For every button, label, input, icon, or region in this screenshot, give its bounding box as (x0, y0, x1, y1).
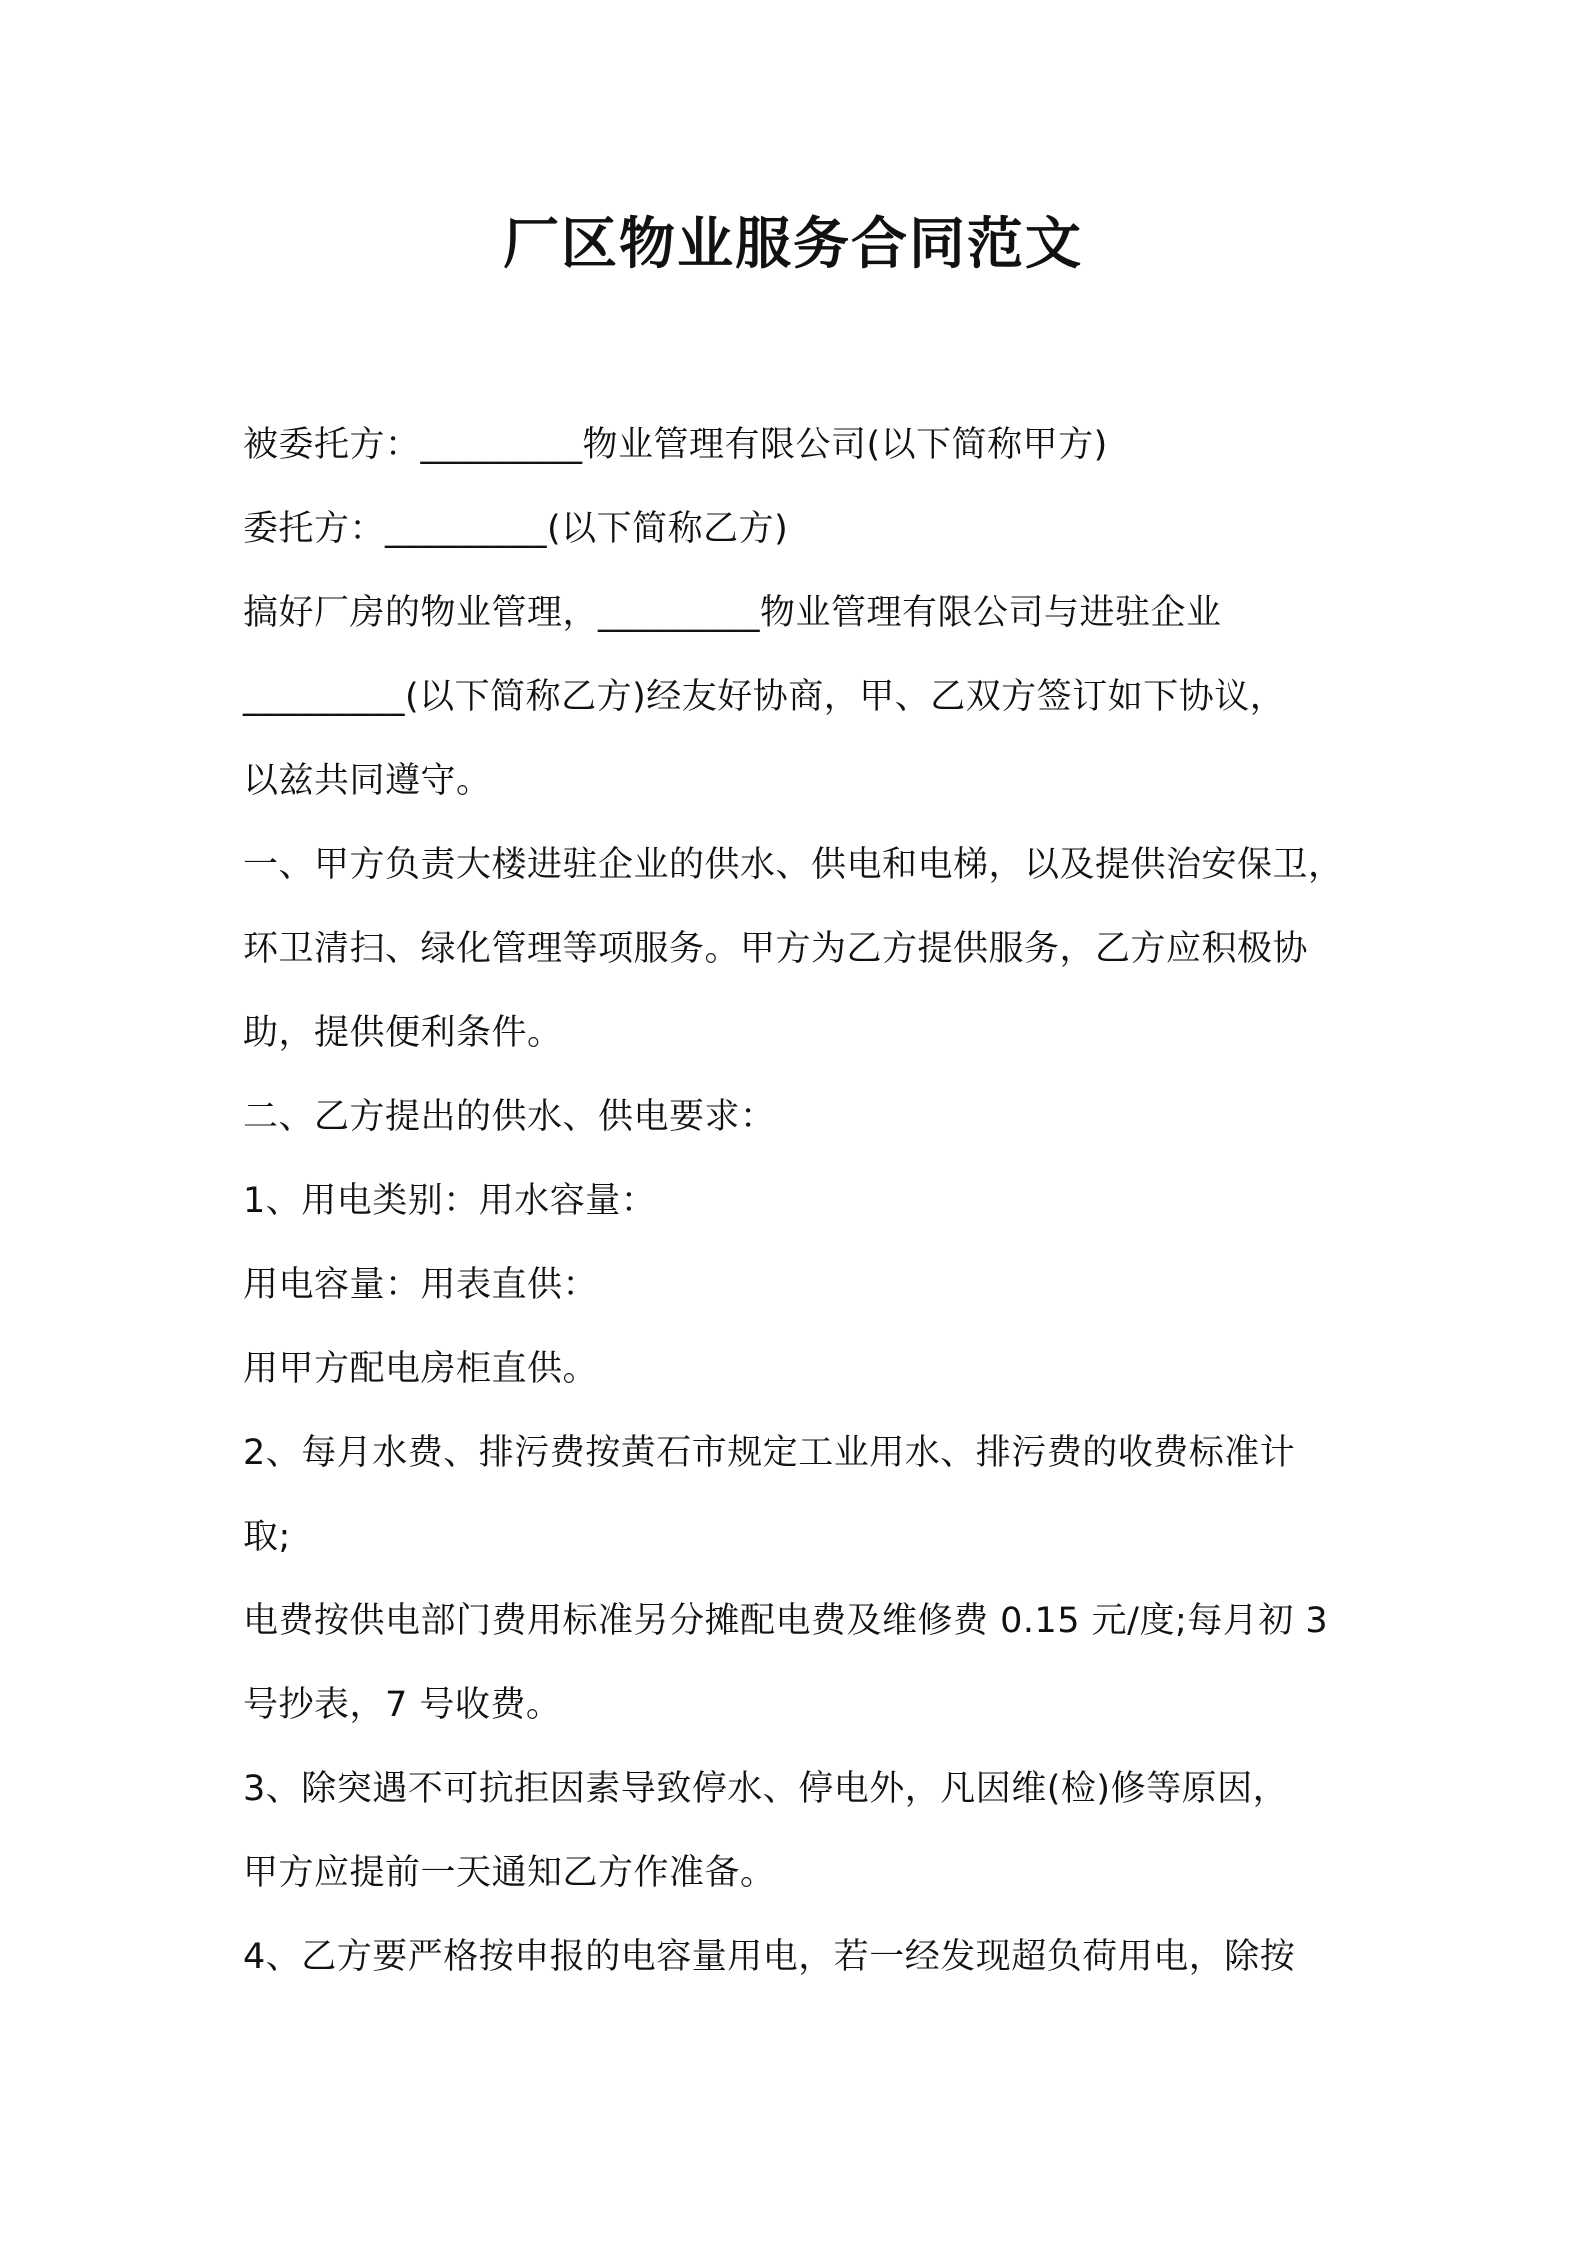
text-line-clause-1c: 助，提供便利条件。 (243, 1013, 563, 1053)
text-line-intro-1: 搞好厂房的物业管理，_________物业管理有限公司与进驻企业 (243, 593, 1222, 633)
text-line-item-1b: 用电容量：用表直供： (243, 1265, 599, 1305)
text-line-item-3a: 3、除突遇不可抗拒因素导致停水、停电外，凡因维(检)修等原因， (243, 1769, 1289, 1809)
text-line-party-a: 被委托方：_________物业管理有限公司(以下简称甲方) (243, 425, 1108, 465)
text-line-item-1c: 用甲方配电房柜直供。 (243, 1349, 599, 1389)
text-line-intro-3: 以兹共同遵守。 (243, 761, 492, 801)
text-line-clause-1a: 一、甲方负责大楼进驻企业的供水、供电和电梯，以及提供治安保卫， (243, 845, 1344, 885)
text-line-item-3b: 甲方应提前一天通知乙方作准备。 (243, 1853, 776, 1893)
text-line-item-1: 1、用电类别：用水容量： (243, 1181, 657, 1221)
document-title: 厂区物业服务合同范文 (503, 212, 1083, 277)
text-line-item-4a: 4、乙方要严格按申报的电容量用电，若一经发现超负荷用电，除按 (243, 1937, 1296, 1977)
text-line-item-2c: 电费按供电部门费用标准另分摊配电费及维修费 0.15 元/度;每月初 3 (243, 1601, 1329, 1641)
text-line-item-2a: 2、每月水费、排污费按黄石市规定工业用水、排污费的收费标准计 (243, 1433, 1296, 1473)
text-line-intro-2: _________(以下简称乙方)经友好协商，甲、乙双方签订如下协议， (243, 677, 1286, 717)
text-line-item-2d: 号抄表，7 号收费。 (243, 1685, 562, 1725)
text-line-item-2b: 取; (243, 1517, 291, 1557)
text-line-clause-1b: 环卫清扫、绿化管理等项服务。甲方为乙方提供服务，乙方应积极协 (243, 929, 1309, 969)
text-line-party-b: 委托方：_________(以下简称乙方) (243, 509, 789, 549)
text-line-clause-2: 二、乙方提出的供水、供电要求： (243, 1097, 776, 1137)
document-body (243, 403, 1363, 1999)
